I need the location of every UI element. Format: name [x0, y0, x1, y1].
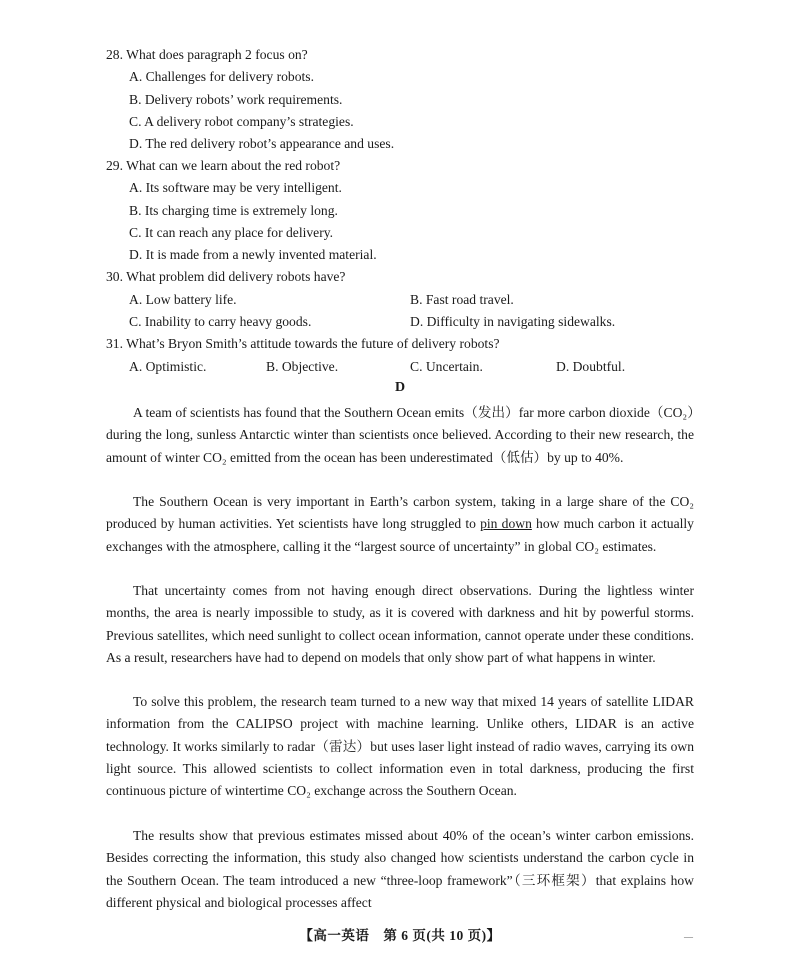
section-title: D: [394, 380, 406, 395]
question-30-option-c: C. Inability to carry heavy goods.: [129, 314, 312, 329]
question-29-option-a: A. Its software may be very intelligent.: [129, 180, 342, 195]
question-31-option-a: A. Optimistic.: [129, 359, 207, 374]
passage-paragraph-5: The results show that previous estimates missed about 40% of the ocean’s winter carbon emissions. Besides correcting the information, this study also changed how scientists understand the carbon cycle in the Southern Ocean. The team introduced a new “three-loop framework”（三环框架）that explains how different physical and biological processes affect: [106, 828, 694, 910]
passage-paragraph-2: [106, 491, 694, 558]
corner-mark: —: [684, 932, 693, 942]
question-28-option-b: B. Delivery robots’ work requirements.: [129, 92, 343, 107]
question-29-option-d: D. It is made from a newly invented material.: [129, 247, 377, 262]
question-30-option-d: D. Difficulty in navigating sidewalks.: [410, 314, 616, 329]
question-30-stem: 30. What problem did delivery robots have?: [106, 269, 346, 284]
passage-paragraph-4: To solve this problem, the research team turned to a new way that mixed 14 years of satellite LIDAR information from the CALIPSO project with machine learning. Unlike others, LIDAR is an active technology. It works similarly to radar（雷达）but uses laser light instead of radio waves, carrying its own light source. This allowed scientists to collect information even in total darkness, producing the first continuous picture of wintertime CO₂ exchange across the Southern Ocean.: [106, 694, 694, 799]
question-28-stem: 28. What does paragraph 2 focus on?: [106, 47, 308, 62]
question-29-option-c: C. It can reach any place for delivery.: [129, 225, 334, 240]
paragraph-2-text-end: how much carbon it actually exchanges with the atmosphere, calling it the “largest source of uncertainty” in global CO₂ estimates.: [106, 516, 694, 554]
paragraph-2-text-start: The Southern Ocean is very important in Earth’s carbon system, taking in a large share of the CO₂ produced by human activities. Yet scientists have long struggled to: [106, 494, 694, 532]
question-31-option-b: B. Objective.: [266, 359, 339, 374]
question-30-option-b: B. Fast road travel.: [410, 292, 514, 307]
question-28-option-a: A. Challenges for delivery robots.: [129, 69, 314, 84]
question-31-option-d: D. Doubtful.: [556, 359, 626, 374]
question-28-option-c: C. A delivery robot company’s strategies.: [129, 114, 354, 129]
question-31-stem: 31. What’s Bryon Smith’s attitude towards the future of delivery robots?: [106, 336, 500, 351]
passage-paragraph-1: A team of scientists has found that the Southern Ocean emits（发出）far more carbon dioxide（CO₂）during the long, sunless Antarctic winter than scientists once believed. According to their new research, the amount of winter CO₂ emitted from the ocean has been underestimated（低估）by up to 40%.: [106, 405, 694, 465]
question-29-stem: 29. What can we learn about the red robot?: [106, 158, 341, 173]
question-28-option-d: D. The red delivery robot’s appearance and uses.: [129, 136, 395, 151]
question-29-option-b: B. Its charging time is extremely long.: [129, 203, 338, 218]
passage-paragraph-3: That uncertainty comes from not having enough direct observations. During the lightless winter months, the area is nearly impossible to study, as it is covered with darkness and hit by powerful storms. Previous satellites, which need sunlight to collect ocean information, cannot operate under these conditions. As a result, researchers have had to depend on models that only show part of what happens in winter.: [106, 583, 694, 665]
question-30-option-a: A. Low battery life.: [129, 292, 237, 307]
page-footer: 【高一英语 第 6 页(共 10 页)】: [299, 928, 501, 943]
underlined-phrase: pin down: [480, 516, 532, 532]
question-31-option-c: C. Uncertain.: [410, 359, 483, 374]
